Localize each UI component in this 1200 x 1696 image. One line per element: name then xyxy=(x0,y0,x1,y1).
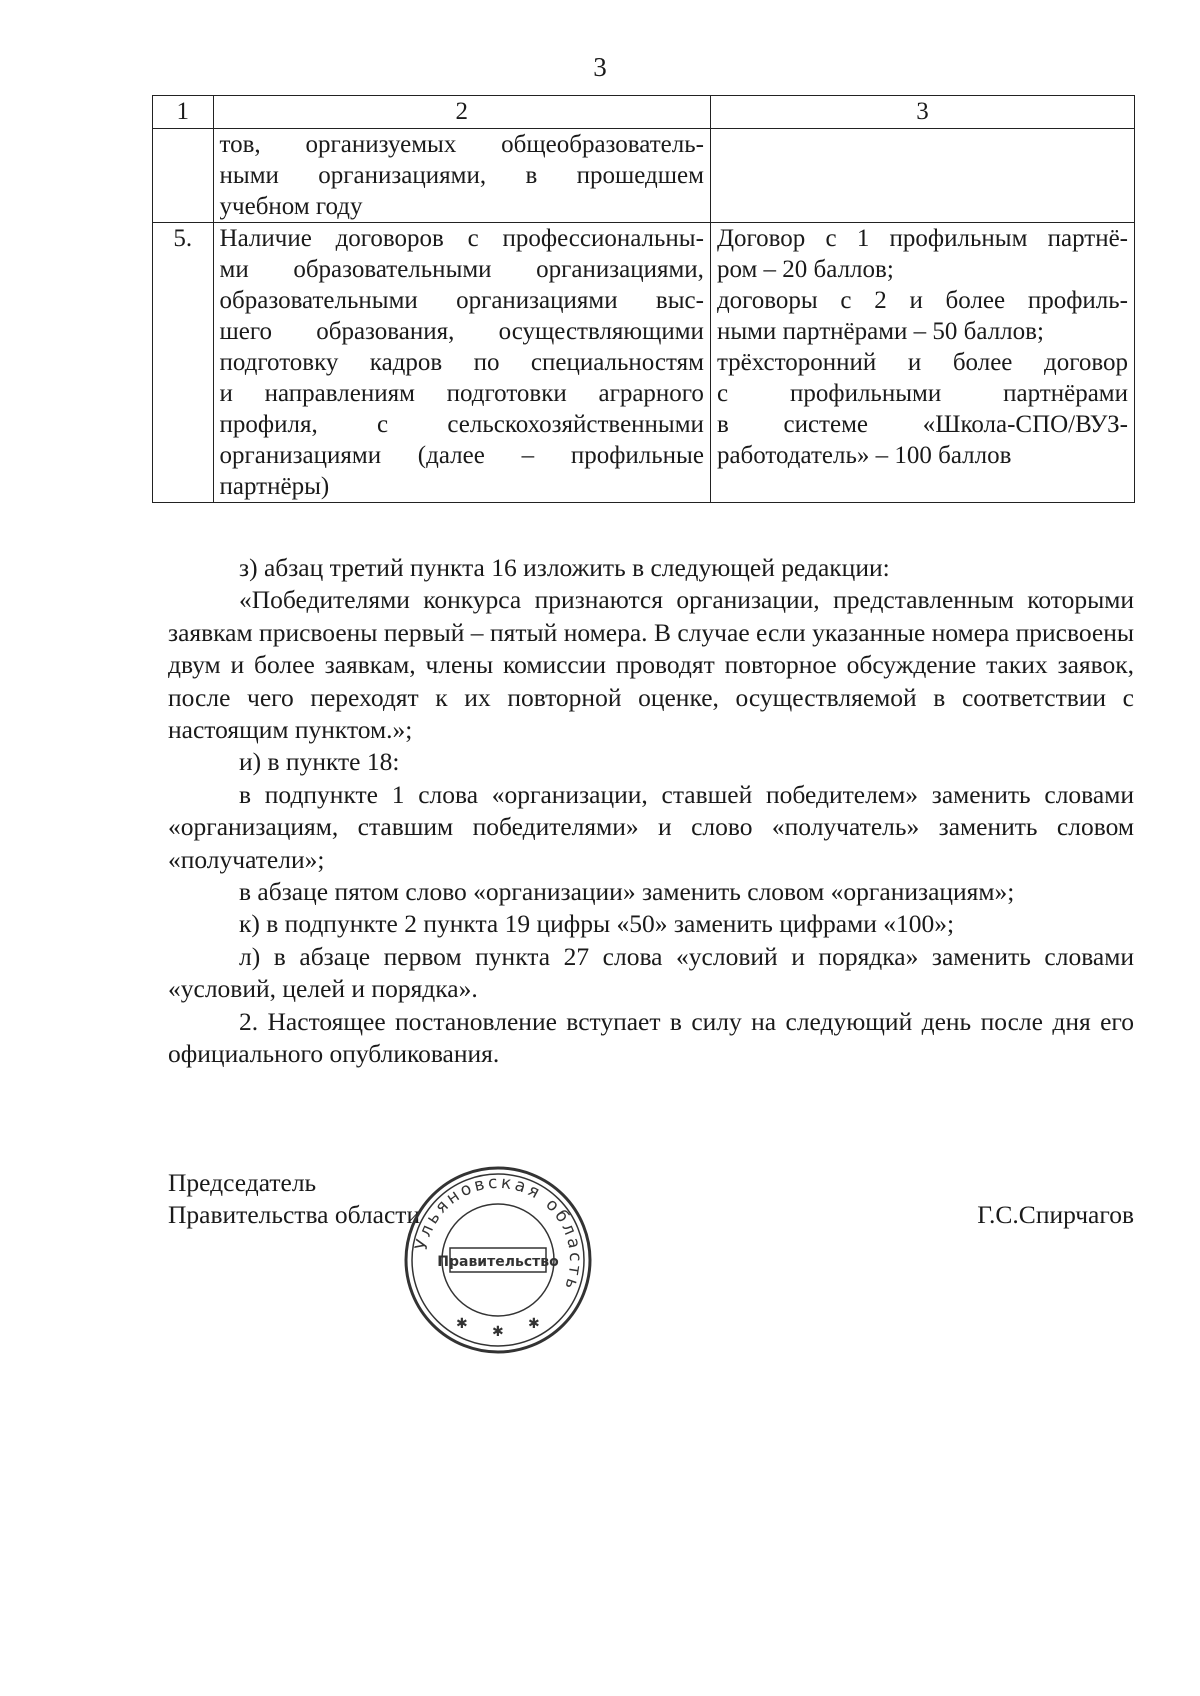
table-header-row xyxy=(153,96,1135,129)
header-col-1: 1 xyxy=(153,96,214,129)
criterion-line: образовательными организациями выс- xyxy=(219,287,704,314)
criterion-line: шего образования, осуществляющими xyxy=(219,318,704,345)
signatory-name: Г.С.Спирчагов xyxy=(977,1200,1134,1229)
paragraph: 2. Настоящее постановление вступает в силу на следующий день после дня его официального опубликования. xyxy=(168,1006,1134,1069)
scoring-line: ными партнёрами – 50 баллов; xyxy=(716,318,1044,345)
row-number: 5. xyxy=(153,223,214,503)
scoring-cell xyxy=(710,223,1134,503)
paragraph: к) в подпункте 2 пункта 19 цифры «50» заменить цифрами «100»; xyxy=(239,909,955,939)
seal-star-icon: ✱ xyxy=(456,1316,468,1332)
criterion-line: профиля, с сельскохозяйственными xyxy=(219,411,704,438)
criterion-line: партнёры) xyxy=(219,473,330,500)
criterion-line: тов, организуемых общеобразователь- xyxy=(219,131,704,158)
criterion-line: Наличие договоров с профессиональны- xyxy=(219,225,704,252)
seal-star-icon: ✱ xyxy=(528,1316,540,1332)
table-row xyxy=(153,129,1135,223)
scoring-line: с профильными партнёрами xyxy=(716,380,1128,407)
seal-star-icon: ✱ xyxy=(492,1324,504,1340)
criterion-line: подготовку кадров по специальностям xyxy=(219,349,704,376)
scoring-line: работодатель» – 100 баллов xyxy=(716,442,1012,469)
signatory-title xyxy=(168,1167,420,1231)
scoring-line: в системе «Школа-СПО/ВУЗ- xyxy=(716,411,1128,438)
paragraph: в абзаце пятом слово «организации» заменить словом «организациям»; xyxy=(239,877,1015,907)
paragraph: з) абзац третий пункта 16 изложить в следующей редакции: xyxy=(239,553,890,582)
criterion-line: ми образовательными организациями, xyxy=(219,256,704,283)
criterion-line: учебном году xyxy=(219,193,363,220)
seal-ring-text: Ульяновская область xyxy=(411,1172,586,1295)
scoring-cell xyxy=(710,129,1134,223)
paragraph: и) в пункте 18: xyxy=(239,747,400,777)
criterion-line: и направлениям подготовки аграрного xyxy=(219,380,704,407)
paragraph: л) в абзаце первом пункта 27 слова «условий и порядка» заменить словами «условий, целей и порядка». xyxy=(168,941,1134,1004)
criteria-table xyxy=(152,95,1135,503)
header-col-3: 3 xyxy=(710,96,1134,129)
scoring-line: ром – 20 баллов; xyxy=(716,256,894,283)
table-row xyxy=(153,223,1135,503)
seal-center-text: Правительство xyxy=(437,1254,559,1270)
scoring-line: договоры с 2 и более профиль- xyxy=(716,287,1128,314)
paragraph: в подпункте 1 слова «организации, ставшей победителем» заменить словами «организациям, ставшим победителями» и слово «получатель» заменить словом «получатели»; xyxy=(168,779,1134,874)
official-seal xyxy=(398,1160,598,1360)
signatory-title-line: Председатель xyxy=(168,1168,317,1197)
document-body xyxy=(168,552,1134,1071)
paragraph: «Победителями конкурса признаются организации, представленным которыми заявкам присвоены первый – пятый номера. В случае если указанные номера присвоены двум и более заявкам, члены комиссии проводят повторное обсуждение таких заявок, после чего переходят к их повторной оценке, осуществляемой в соответствии с настоящим пунктом.»; xyxy=(168,585,1134,745)
scoring-line: Договор с 1 профильным партнё- xyxy=(716,225,1128,252)
row-number xyxy=(153,129,214,223)
criterion-line: ными организациями, в прошедшем xyxy=(219,162,704,189)
header-col-2: 2 xyxy=(213,96,710,129)
page-number: 3 xyxy=(593,52,607,82)
signatory-title-line: Правительства области xyxy=(168,1200,421,1229)
scoring-line: трёхсторонний и более договор xyxy=(716,349,1128,376)
criterion-line: организациями (далее – профильные xyxy=(219,442,704,469)
criterion-cell xyxy=(213,129,710,223)
criterion-cell xyxy=(213,223,710,503)
